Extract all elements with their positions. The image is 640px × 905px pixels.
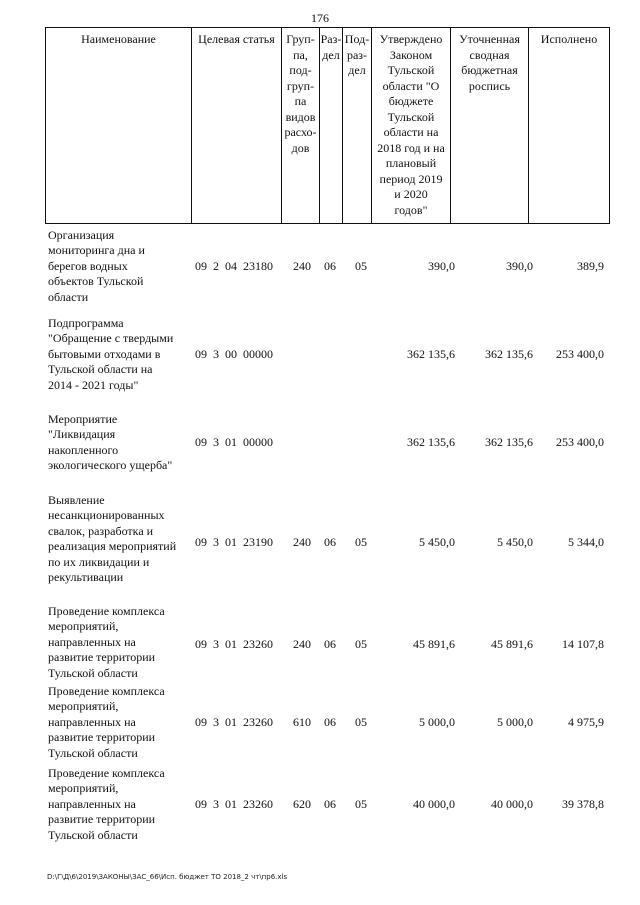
- row-code: 09 3 00 00000: [195, 347, 273, 361]
- header-section: Раз- дел: [320, 28, 343, 223]
- row-subsection: 05: [355, 535, 367, 549]
- row-specified: 362 135,6: [485, 347, 533, 361]
- row-name: Проведение комплекса мероприятий, направленных на развитие территории Тульской области: [48, 766, 165, 842]
- row-specified: 362 135,6: [485, 435, 533, 449]
- row-executed: 389,9: [577, 259, 604, 273]
- row-code: 09 3 01 23190: [195, 535, 273, 549]
- row-name: Выявление несанкционированных свалок, разработка и реализация мероприятий по их ликвидации и рекультивации: [48, 493, 177, 585]
- file-path-footer: D:\Г\Д\6\2019\ЗАКОНЫ\ЗАС_66\Исп. бюджет ТО 2018_2 чт\пр6.xls: [47, 873, 288, 881]
- row-executed: 253 400,0: [556, 435, 604, 449]
- row-code: 09 3 01 23260: [195, 715, 273, 729]
- row-name: Организация мониторинга дна и берегов водных объектов Тульской области: [48, 228, 145, 304]
- row-name: Подпрограмма "Обращение с твердыми бытовыми отходами в Тульской области на 2014 - 2021 годы": [48, 316, 174, 392]
- row-code: 09 3 01 23260: [195, 797, 273, 811]
- header-name: Наименование: [46, 28, 192, 223]
- row-subsection: 05: [355, 637, 367, 651]
- row-executed: 253 400,0: [556, 347, 604, 361]
- row-subsection: 05: [355, 259, 367, 273]
- row-code: 09 3 01 23260: [195, 637, 273, 651]
- row-name: Мероприятие "Ликвидация накопленного экологического ущерба": [48, 412, 173, 473]
- row-name: Проведение комплекса мероприятий, направленных на развитие территории Тульской области: [48, 604, 165, 680]
- header-specified: Уточненная сводная бюджетная роспись: [451, 28, 529, 223]
- row-group: 610: [293, 715, 311, 729]
- header-target-article: Целевая статья: [192, 28, 282, 223]
- row-section: 06: [324, 715, 336, 729]
- header-group: Груп- па, под- груп- па видов расхо- дов: [282, 28, 320, 223]
- row-executed: 39 378,8: [562, 797, 604, 811]
- row-approved: 5 000,0: [419, 715, 455, 729]
- row-group: 240: [293, 637, 311, 651]
- row-specified: 5 000,0: [497, 715, 533, 729]
- row-group: 240: [293, 535, 311, 549]
- row-specified: 40 000,0: [491, 797, 533, 811]
- row-section: 06: [324, 259, 336, 273]
- row-section: 06: [324, 535, 336, 549]
- header-executed: Исполнено: [540, 32, 598, 46]
- row-executed: 14 107,8: [562, 637, 604, 651]
- row-approved: 362 135,6: [407, 435, 455, 449]
- row-approved: 45 891,6: [413, 637, 455, 651]
- row-subsection: 05: [355, 797, 367, 811]
- row-specified: 5 450,0: [497, 535, 533, 549]
- table-header: [45, 27, 610, 224]
- row-section: 06: [324, 637, 336, 651]
- row-executed: 5 344,0: [568, 535, 604, 549]
- row-approved: 5 450,0: [419, 535, 455, 549]
- row-specified: 45 891,6: [491, 637, 533, 651]
- row-approved: 40 000,0: [413, 797, 455, 811]
- row-code: 09 3 01 00000: [195, 435, 273, 449]
- row-section: 06: [324, 797, 336, 811]
- row-code: 09 2 04 23180: [195, 259, 273, 273]
- row-executed: 4 975,9: [568, 715, 604, 729]
- header-approved: Утверждено Законом Тульской области "О бюджете Тульской области на 2018 год и на плановый период 2019 и 2020 годов": [372, 28, 451, 223]
- row-approved: 390,0: [428, 259, 455, 273]
- row-specified: 390,0: [506, 259, 533, 273]
- row-name: Проведение комплекса мероприятий, направленных на развитие территории Тульской области: [48, 684, 165, 760]
- row-group: 240: [293, 259, 311, 273]
- row-approved: 362 135,6: [407, 347, 455, 361]
- row-group: 620: [293, 797, 311, 811]
- page-number: 176: [311, 11, 329, 25]
- header-subsection: Под- раз- дел: [343, 28, 372, 223]
- row-subsection: 05: [355, 715, 367, 729]
